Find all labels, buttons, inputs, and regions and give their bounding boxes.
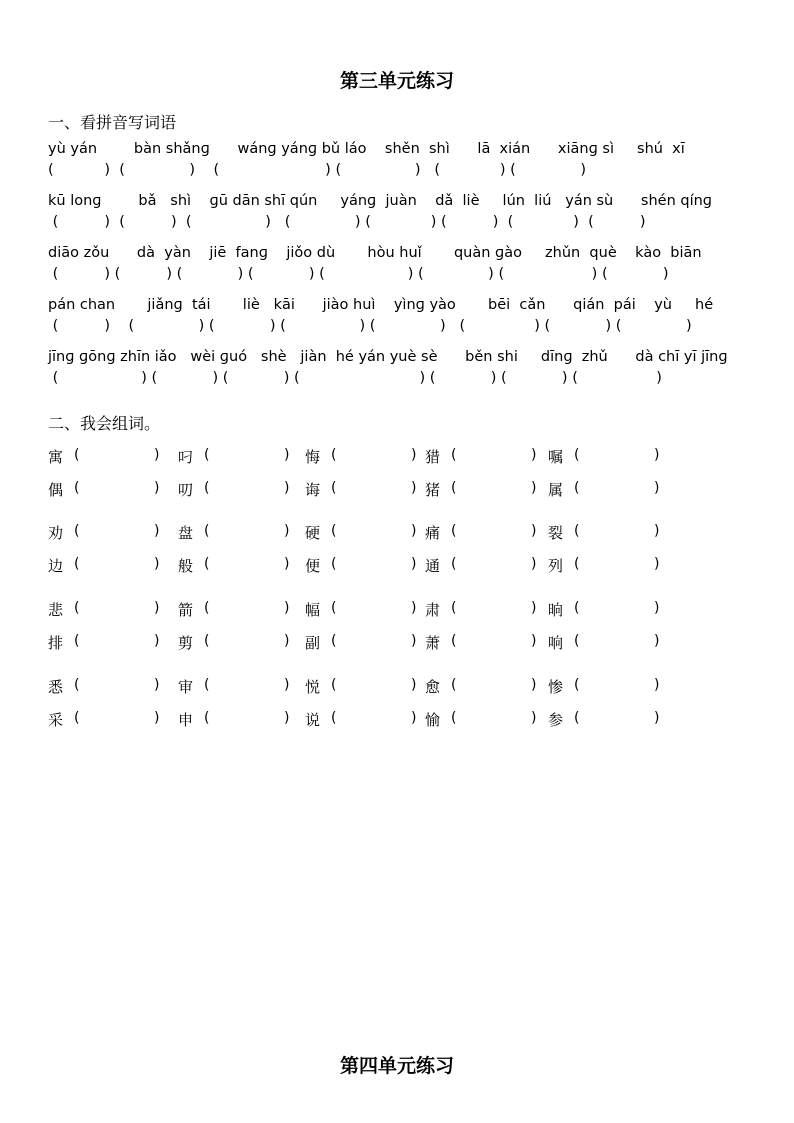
answer-blank-close[interactable]: )	[531, 633, 537, 649]
blank-row-4[interactable]: ( ) ( ) ( ) ( ) ( ) ( ) ( ) ( )	[48, 318, 692, 334]
answer-blank-open[interactable]: (	[204, 633, 210, 649]
grid-char: 悉	[48, 678, 64, 696]
answer-blank-open[interactable]: (	[331, 556, 337, 572]
pinyin-row-5: jīnɡ ɡōnɡ zhīn iǎo wèi ɡuó shè jiàn hé yán yuè sè běn shi dīnɡ zhǔ dà chī yī jīnɡ	[48, 349, 728, 365]
answer-blank-open[interactable]: (	[204, 677, 210, 693]
unit3-title: 第三单元练习	[339, 70, 454, 92]
answer-blank-open[interactable]: (	[74, 600, 80, 616]
answer-blank-close[interactable]: )	[154, 523, 160, 539]
answer-blank-close[interactable]: )	[654, 447, 660, 463]
grid-char: 寓	[48, 448, 64, 466]
answer-blank-open[interactable]: (	[331, 633, 337, 649]
answer-blank-close[interactable]: )	[154, 447, 160, 463]
answer-blank-close[interactable]: )	[154, 677, 160, 693]
answer-blank-close[interactable]: )	[284, 600, 290, 616]
answer-blank-close[interactable]: )	[154, 633, 160, 649]
answer-blank-close[interactable]: )	[154, 556, 160, 572]
answer-blank-close[interactable]: )	[411, 447, 417, 463]
answer-blank-close[interactable]: )	[654, 480, 660, 496]
grid-char: 诲	[305, 481, 321, 499]
answer-blank-open[interactable]: (	[331, 523, 337, 539]
answer-blank-open[interactable]: (	[204, 600, 210, 616]
grid-char: 盘	[178, 524, 194, 542]
answer-blank-open[interactable]: (	[74, 677, 80, 693]
grid-char: 副	[305, 634, 321, 652]
answer-blank-open[interactable]: (	[331, 710, 337, 726]
grid-char: 猎	[425, 448, 441, 466]
grid-char: 说	[305, 711, 321, 729]
answer-blank-close[interactable]: )	[411, 556, 417, 572]
answer-blank-close[interactable]: )	[531, 447, 537, 463]
answer-blank-close[interactable]: )	[654, 633, 660, 649]
answer-blank-open[interactable]: (	[74, 447, 80, 463]
answer-blank-close[interactable]: )	[284, 480, 290, 496]
grid-char: 通	[425, 557, 441, 575]
answer-blank-close[interactable]: )	[654, 600, 660, 616]
answer-blank-close[interactable]: )	[154, 710, 160, 726]
grid-char: 叨	[178, 481, 194, 499]
grid-char: 惨	[548, 678, 564, 696]
answer-blank-open[interactable]: (	[74, 523, 80, 539]
answer-blank-close[interactable]: )	[284, 523, 290, 539]
grid-char: 便	[305, 557, 321, 575]
answer-blank-open[interactable]: (	[204, 447, 210, 463]
grid-char: 属	[548, 481, 564, 499]
blank-row-2[interactable]: ( ) ( ) ( ) ( ) ( ) ( ) ( ) ( )	[48, 214, 646, 230]
blank-row-5[interactable]: ( ) ( ) ( ) ( ) ( ) ( ) ( )	[48, 370, 662, 386]
grid-char: 劝	[48, 524, 64, 542]
answer-blank-open[interactable]: (	[331, 447, 337, 463]
blank-row-3[interactable]: ( ) ( ) ( ) ( ) ( ) ( ) ( ) ( )	[48, 266, 669, 282]
grid-char: 排	[48, 634, 64, 652]
grid-char: 箭	[178, 601, 194, 619]
section2-heading: 二、我会组词。	[48, 414, 161, 433]
answer-blank-open[interactable]: (	[451, 633, 457, 649]
answer-blank-open[interactable]: (	[574, 523, 580, 539]
answer-blank-open[interactable]: (	[574, 600, 580, 616]
answer-blank-open[interactable]: (	[451, 480, 457, 496]
answer-blank-close[interactable]: )	[531, 556, 537, 572]
grid-char: 采	[48, 711, 64, 729]
pinyin-row-4: pán chan jiǎnɡ tái liè kāi jiào huì yìnɡ yào bēi cǎn qián pái yù hé	[48, 297, 714, 313]
answer-blank-close[interactable]: )	[284, 677, 290, 693]
answer-blank-open[interactable]: (	[451, 677, 457, 693]
answer-blank-open[interactable]: (	[451, 523, 457, 539]
answer-blank-open[interactable]: (	[74, 556, 80, 572]
answer-blank-open[interactable]: (	[451, 600, 457, 616]
grid-char: 响	[548, 634, 564, 652]
answer-blank-close[interactable]: )	[284, 556, 290, 572]
answer-blank-open[interactable]: (	[204, 523, 210, 539]
answer-blank-close[interactable]: )	[411, 600, 417, 616]
answer-blank-close[interactable]: )	[531, 677, 537, 693]
answer-blank-open[interactable]: (	[574, 480, 580, 496]
grid-char: 审	[178, 678, 194, 696]
answer-blank-open[interactable]: (	[574, 710, 580, 726]
answer-blank-close[interactable]: )	[411, 633, 417, 649]
answer-blank-open[interactable]: (	[331, 677, 337, 693]
answer-blank-close[interactable]: )	[154, 600, 160, 616]
answer-blank-open[interactable]: (	[574, 633, 580, 649]
grid-char: 愈	[425, 678, 441, 696]
grid-char: 愉	[425, 711, 441, 729]
answer-blank-open[interactable]: (	[331, 600, 337, 616]
grid-char: 偶	[48, 481, 64, 499]
answer-blank-open[interactable]: (	[451, 447, 457, 463]
answer-blank-open[interactable]: (	[74, 633, 80, 649]
pinyin-row-3: diāo zǒu dà yàn jiē fanɡ jiǒo dù hòu huǐ quàn ɡào zhǔn què kào biān	[48, 245, 702, 261]
grid-char: 剪	[178, 634, 194, 652]
grid-char: 参	[548, 711, 564, 729]
answer-blank-close[interactable]: )	[284, 447, 290, 463]
answer-blank-close[interactable]: )	[154, 480, 160, 496]
grid-char: 列	[548, 557, 564, 575]
grid-char: 申	[178, 711, 194, 729]
answer-blank-close[interactable]: )	[531, 523, 537, 539]
pinyin-row-2: kū lonɡ bǎ shì ɡū dān shī qún yánɡ juàn dǎ liè lún liú yán sù shén qínɡ	[48, 193, 712, 209]
answer-blank-close[interactable]: )	[654, 677, 660, 693]
grid-char: 悲	[48, 601, 64, 619]
grid-char: 痛	[425, 524, 441, 542]
section1-heading: 一、看拼音写词语	[48, 113, 177, 132]
answer-blank-close[interactable]: )	[531, 710, 537, 726]
grid-char: 嘱	[548, 448, 564, 466]
answer-blank-close[interactable]: )	[654, 556, 660, 572]
answer-blank-close[interactable]: )	[531, 600, 537, 616]
grid-char: 般	[178, 557, 194, 575]
unit4-title: 第四单元练习	[339, 1055, 454, 1077]
answer-blank-open[interactable]: (	[331, 480, 337, 496]
answer-blank-close[interactable]: )	[411, 480, 417, 496]
answer-blank-open[interactable]: (	[451, 710, 457, 726]
answer-blank-close[interactable]: )	[531, 480, 537, 496]
pinyin-row-1: yù yán bàn shǎnɡ wánɡ yánɡ bǔ láo shěn shì lā xián xiānɡ sì shú xī	[48, 141, 685, 157]
answer-blank-close[interactable]: )	[411, 677, 417, 693]
grid-char: 裂	[548, 524, 564, 542]
grid-char: 悔	[305, 448, 321, 466]
answer-blank-open[interactable]: (	[574, 447, 580, 463]
grid-char: 萧	[425, 634, 441, 652]
grid-char: 幅	[305, 601, 321, 619]
answer-blank-close[interactable]: )	[654, 523, 660, 539]
grid-char: 叼	[178, 448, 194, 466]
answer-blank-close[interactable]: )	[654, 710, 660, 726]
grid-char: 边	[48, 557, 64, 575]
answer-blank-open[interactable]: (	[574, 556, 580, 572]
answer-blank-open[interactable]: (	[451, 556, 457, 572]
answer-blank-close[interactable]: )	[284, 710, 290, 726]
blank-row-1[interactable]: ( ) ( ) ( ) ( ) ( ) ( )	[48, 162, 587, 178]
answer-blank-open[interactable]: (	[204, 556, 210, 572]
grid-char: 猪	[425, 481, 441, 499]
answer-blank-close[interactable]: )	[411, 523, 417, 539]
answer-blank-open[interactable]: (	[574, 677, 580, 693]
grid-char: 肃	[425, 601, 441, 619]
grid-char: 悦	[305, 678, 321, 696]
answer-blank-open[interactable]: (	[204, 480, 210, 496]
answer-blank-open[interactable]: (	[74, 480, 80, 496]
answer-blank-close[interactable]: )	[411, 710, 417, 726]
grid-char: 晌	[548, 601, 564, 619]
answer-blank-open[interactable]: (	[74, 710, 80, 726]
grid-char: 硬	[305, 524, 321, 542]
answer-blank-open[interactable]: (	[204, 710, 210, 726]
answer-blank-close[interactable]: )	[284, 633, 290, 649]
